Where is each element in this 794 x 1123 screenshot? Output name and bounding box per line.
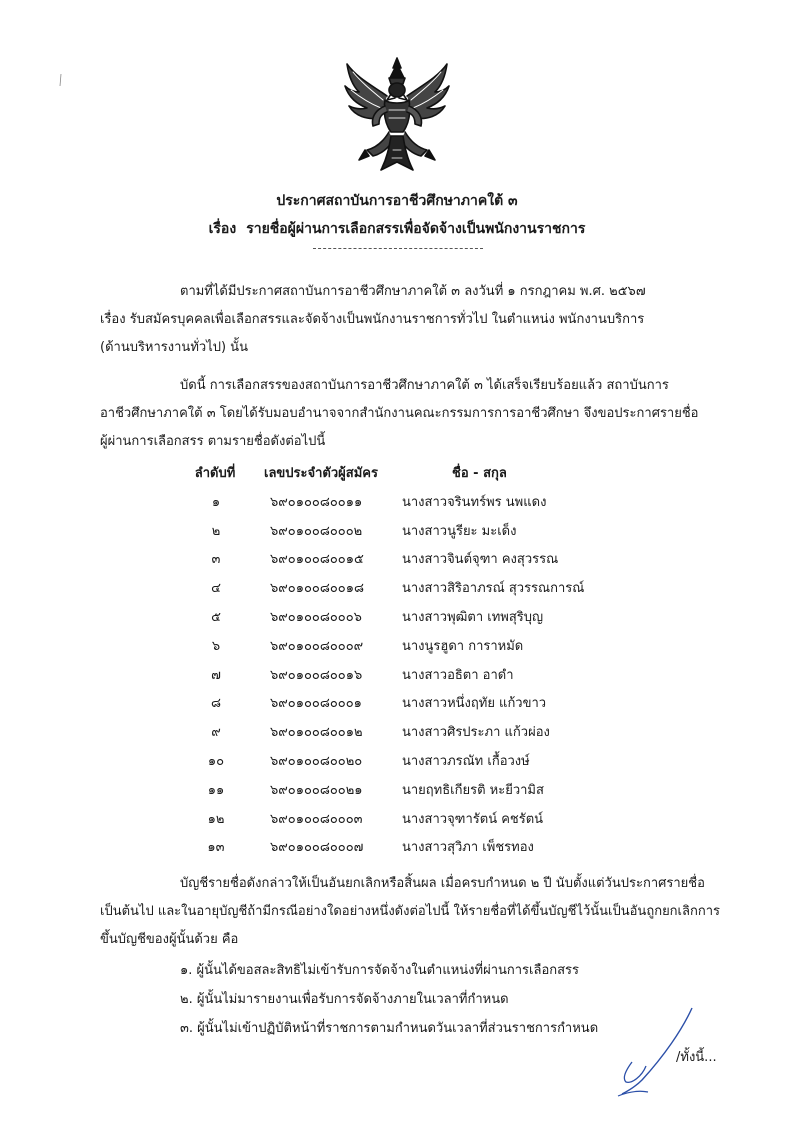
result-line-3: ผู้ผ่านการเลือกสรร ตามรายชื่อดังต่อไปนี้ bbox=[100, 434, 326, 449]
header-applicant-id: เลขประจำตัวผู้สมัคร bbox=[264, 466, 378, 481]
row-number: ๑๐ bbox=[207, 753, 225, 769]
row-applicant-id: ๖๙๐๑๐๐๘๐๐๐๓ bbox=[270, 811, 363, 827]
row-applicant-id: ๖๙๐๑๐๐๘๐๐๑๕ bbox=[270, 552, 364, 568]
list-item bbox=[190, 631, 610, 660]
row-number: ๑ bbox=[211, 494, 221, 510]
row-full-name: นางสาวจุฑารัตน์ คชรัตน์ bbox=[402, 811, 544, 827]
list-item bbox=[190, 746, 610, 775]
validity-line-1: บัญชีรายชื่อดังกล่าวให้เป็นอันยกเลิกหรือสิ้นผล เมื่อครบกำหนด ๒ ปี นับตั้งแต่วันประกาศรายชื่อ bbox=[180, 876, 705, 891]
list-item bbox=[190, 660, 610, 689]
row-full-name: นางสาวจรินทร์พร นพแดง bbox=[402, 494, 547, 510]
row-applicant-id: ๖๙๐๑๐๐๘๐๐๑๖ bbox=[270, 667, 363, 683]
result-line-2: อาชีวศึกษาภาคใต้ ๓ โดยได้รับมอบอำนาจจากสำนักงานคณะกรรมการการอาชีวศึกษา จึงขอประกาศรายชื่อ bbox=[100, 406, 699, 421]
header-number: ลำดับที่ bbox=[194, 466, 236, 481]
row-number: ๕ bbox=[211, 609, 221, 625]
header-full-name: ชื่อ - สกุล bbox=[452, 466, 507, 481]
condition-2: ๒. ผู้นั้นไม่มารายงานเพื่อรับการจัดจ้างภายในเวลาที่กำหนด bbox=[180, 992, 509, 1007]
row-applicant-id: ๖๙๐๑๐๐๘๐๐๒๐ bbox=[270, 753, 363, 769]
announcement-title: ประกาศสถาบันการอาชีวศึกษาภาคใต้ ๓ bbox=[276, 193, 518, 209]
row-number: ๘ bbox=[210, 696, 222, 712]
row-number: ๓ bbox=[211, 552, 221, 568]
row-full-name: นายฤทธิเกียรติ หะยีวามิส bbox=[402, 782, 544, 798]
row-number: ๑๒ bbox=[207, 811, 225, 827]
continue-marker: /ทั้งนี้... bbox=[676, 1050, 717, 1065]
validity-line-2: เป็นต้นไป และในอายุบัญชีถ้ามีกรณีอย่างใดอย่างหนึ่งดังต่อไปนี้ ให้รายชื่อที่ได้ขึ้นบัญชีไว้นั้นเป็นอันถูกยกเลิกการ bbox=[100, 904, 720, 919]
list-item bbox=[190, 516, 610, 545]
row-applicant-id: ๖๙๐๑๐๐๘๐๐๑๑ bbox=[270, 494, 363, 510]
row-full-name: นางสาวหนึ่งฤทัย แก้วขาว bbox=[402, 696, 547, 712]
scan-speck bbox=[56, 72, 66, 86]
row-full-name: นางสาวนูรียะ มะเด็ง bbox=[402, 523, 517, 539]
row-applicant-id: ๖๙๐๑๐๐๘๐๐๑๘ bbox=[270, 581, 365, 597]
list-item bbox=[190, 688, 610, 717]
list-item bbox=[190, 775, 610, 804]
list-item bbox=[190, 573, 610, 602]
row-full-name: นางสาวภรณัท เกื้อวงษ์ bbox=[402, 753, 530, 769]
announcement-subject bbox=[0, 218, 794, 240]
list-item bbox=[190, 832, 610, 861]
row-applicant-id: ๖๙๐๑๐๐๘๐๐๐๗ bbox=[270, 840, 364, 856]
row-number: ๖ bbox=[211, 638, 221, 654]
garuda-emblem-icon bbox=[343, 56, 451, 174]
row-full-name: นางสาวศิรประภา แก้วผ่อง bbox=[402, 725, 550, 741]
row-number: ๒ bbox=[211, 523, 221, 539]
row-full-name: นางสาวสิริอาภรณ์ สุวรรณการณ์ bbox=[402, 581, 585, 597]
row-applicant-id: ๖๙๐๑๐๐๘๐๐๐๑ bbox=[270, 696, 362, 712]
list-item bbox=[190, 544, 610, 573]
list-item bbox=[190, 602, 610, 631]
intro-line-1: ตามที่ได้มีประกาศสถาบันการอาชีวศึกษาภาคใต้ ๓ ลงวันที่ ๑ กรกฎาคม พ.ศ. ๒๕๖๗ bbox=[180, 284, 646, 299]
intro-line-3: (ด้านบริหารงานทั่วไป) นั้น bbox=[100, 340, 248, 355]
row-number: ๑๑ bbox=[207, 782, 225, 798]
row-full-name: นางนูรฮูดา การาหมัด bbox=[402, 638, 524, 654]
list-item bbox=[190, 487, 610, 516]
row-number: ๙ bbox=[211, 725, 221, 741]
subject-label: เรื่อง bbox=[208, 221, 237, 237]
row-applicant-id: ๖๙๐๑๐๐๘๐๐๐๖ bbox=[270, 609, 362, 625]
row-number: ๗ bbox=[211, 667, 221, 683]
list-item bbox=[190, 717, 610, 746]
row-applicant-id: ๖๙๐๑๐๐๘๐๐๐๙ bbox=[270, 638, 364, 654]
candidate-list bbox=[190, 458, 610, 861]
result-line-1: บัดนี้ การเลือกสรรของสถาบันการอาชีวศึกษาภาคใต้ ๓ ได้เสร็จเรียบร้อยแล้ว สถาบันการ bbox=[180, 378, 669, 393]
intro-line-2: เรื่อง รับสมัครบุคคลเพื่อเลือกสรรและจัดจ้างเป็นพนักงานราชการทั่วไป ในตำแหน่ง พนักงานบริการ bbox=[100, 312, 645, 327]
list-item bbox=[190, 804, 610, 833]
row-full-name: นางสาวจินต์จุฑา คงสุวรรณ bbox=[402, 552, 559, 568]
row-full-name: นางสาวอธิตา อาดำ bbox=[402, 667, 514, 683]
row-applicant-id: ๖๙๐๑๐๐๘๐๐๑๒ bbox=[270, 725, 363, 741]
row-applicant-id: ๖๙๐๑๐๐๘๐๐๒๑ bbox=[270, 782, 363, 798]
candidate-list-header bbox=[190, 458, 610, 487]
subject-text: รายชื่อผู้ผ่านการเลือกสรรเพื่อจัดจ้างเป็นพนักงานราชการ bbox=[246, 221, 586, 237]
condition-1: ๑. ผู้นั้นได้ขอสละสิทธิไม่เข้ารับการจัดจ้างในตำแหน่งที่ผ่านการเลือกสรร bbox=[180, 963, 580, 978]
row-number: ๑๓ bbox=[207, 840, 225, 856]
validity-line-3: ขึ้นบัญชีของผู้นั้นด้วย คือ bbox=[100, 932, 239, 947]
row-number: ๔ bbox=[211, 581, 221, 597]
row-full-name: นางสาวสุวิภา เพ็ชรทอง bbox=[402, 840, 534, 856]
row-applicant-id: ๖๙๐๑๐๐๘๐๐๐๒ bbox=[270, 523, 363, 539]
condition-3: ๓. ผู้นั้นไม่เข้าปฏิบัติหน้าที่ราชการตามกำหนดวันเวลาที่ส่วนราชการกำหนด bbox=[180, 1021, 599, 1036]
title-divider bbox=[313, 248, 483, 249]
row-full-name: นางสาวพุฒิตา เทพสุริบุญ bbox=[402, 609, 544, 625]
